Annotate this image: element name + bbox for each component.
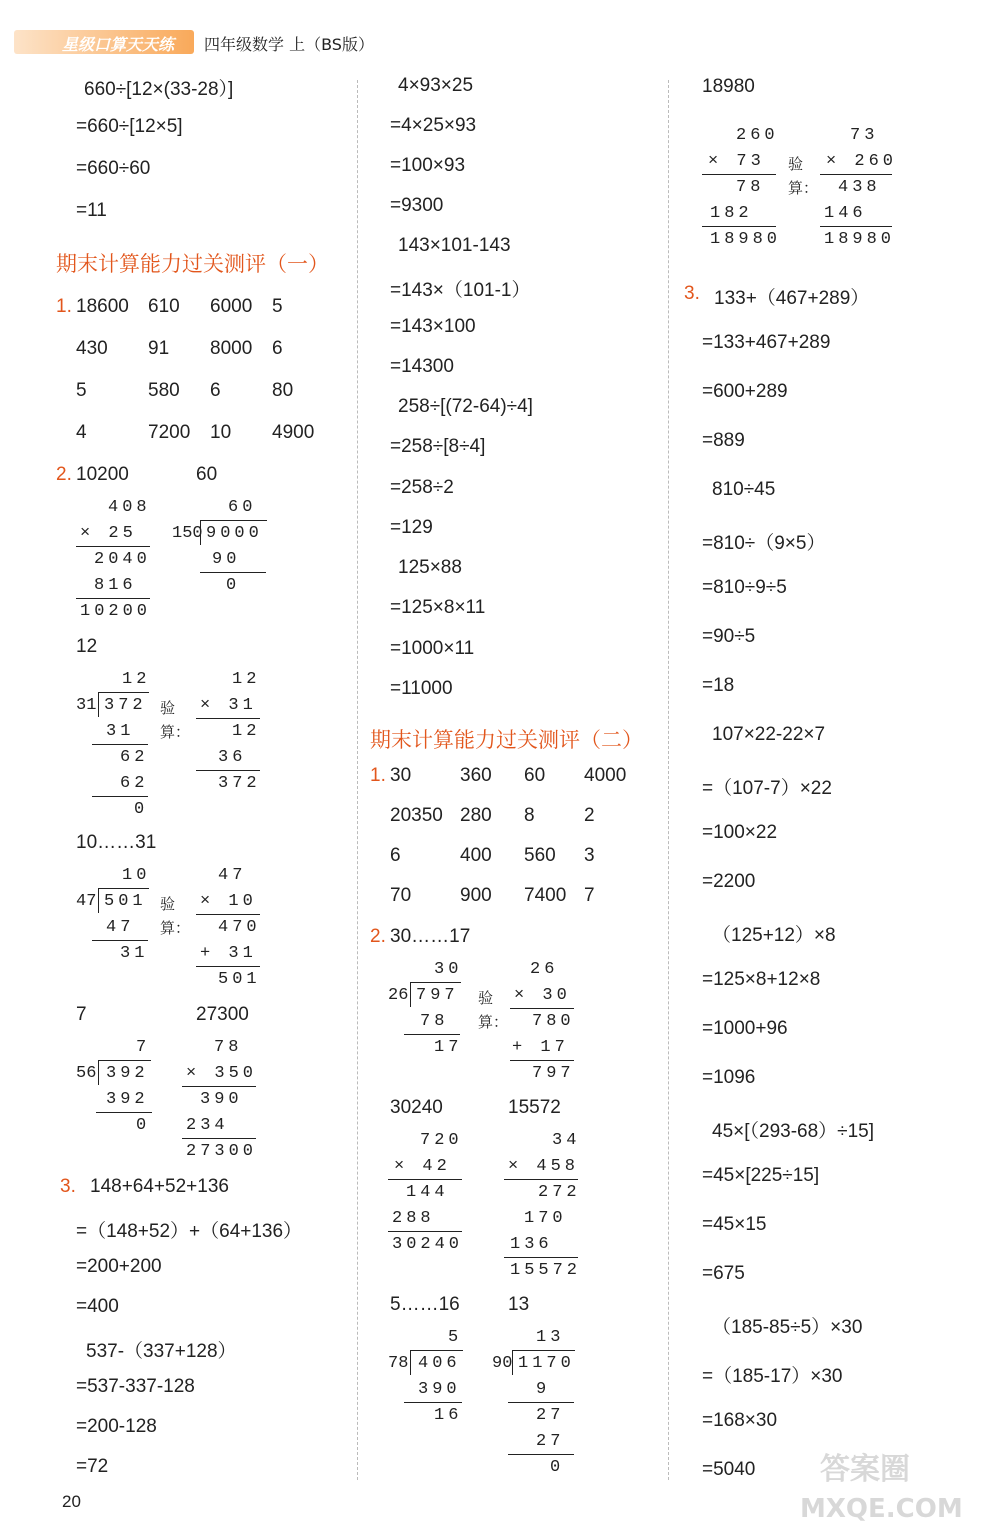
calc-line: =200+200 [76,1256,162,1277]
calc-rule [196,914,260,915]
vertical-calc-digit: 1170 [518,1354,575,1373]
vertical-calc-digit: 27300 [186,1142,258,1161]
calc-rule [702,174,776,175]
calc-line: =45×15 [702,1214,767,1235]
vertical-calc-digit: 10200 [80,602,152,621]
vertical-calc-digit: 9000 [206,524,263,543]
answer-cell: 18600 [76,296,129,317]
answer-value: 12 [76,636,98,657]
vertical-calc-digit: 182 [710,204,753,223]
vertical-calc-digit: 30 [434,960,463,979]
calc-line: =（148+52）+（64+136） [76,1221,303,1242]
vertical-calc-digit: 12 [232,722,261,741]
vertical-calc-digit: 0 [226,576,241,595]
answer-cell: 3 [584,845,595,866]
vertical-calc-digit: × 42 [394,1157,451,1176]
question-number: 1. [56,296,72,317]
vertical-calc-digit: × 458 [508,1157,580,1176]
vertical-calc-digit: × 31 [200,696,257,715]
vertical-calc-digit: 260 [736,126,779,145]
vertical-calc-digit: 62 [120,748,149,767]
calc-rule [820,174,892,175]
calc-rule [196,770,260,771]
vertical-calc-digit: 13 [536,1328,565,1347]
vertical-calc-digit: + 17 [512,1038,569,1057]
answer-cell: 91 [148,338,170,359]
check-label: 验算： [788,155,819,197]
calc-line: =45×[225÷15] [702,1165,820,1186]
calc-line: =9300 [390,195,444,216]
vertical-calc-digit: 470 [218,918,261,937]
vertical-calc-digit: 30240 [392,1235,464,1254]
vertical-calc-digit: × 260 [826,152,898,171]
vertical-calc-digit: 406 [418,1354,461,1373]
answer-value: 5……16 [390,1294,460,1315]
vertical-calc-digit: 720 [420,1131,463,1150]
calc-rule [92,744,148,745]
vertical-calc-digit: 372 [218,774,261,793]
question-number: 3. [684,283,700,304]
calc-rule [820,226,892,227]
calc-line: =100×93 [390,155,466,176]
vertical-calc-digit: 90 [492,1354,513,1373]
vertical-calc-digit: × 10 [200,892,257,911]
calc-rule [510,1060,574,1061]
vertical-calc-digit: 372 [104,696,147,715]
calc-line: =72 [76,1456,109,1477]
vertical-calc-digit: 47 [106,918,135,937]
vertical-calc-digit: 797 [532,1064,575,1083]
calc-line: 107×22-22×7 [712,724,826,745]
vertical-calc-digit: 780 [532,1012,575,1031]
vertical-calc-digit: 16 [434,1406,463,1425]
column-divider [357,80,358,1480]
calc-rule [508,1454,574,1455]
vertical-calc-digit: 78 [736,178,765,197]
calc-line: =14300 [390,356,454,377]
brand-name: 星级口算天天练 [62,35,175,54]
answer-cell: 6 [390,845,401,866]
calc-line: =129 [390,517,433,538]
vertical-calc-digit: 5 [448,1328,463,1347]
calc-line: =（185-17）×30 [702,1366,843,1387]
calc-rule [182,1138,256,1139]
vertical-calc-digit: 78 [388,1354,409,1373]
calc-rule [76,598,150,599]
calc-line: =143×（101-1） [390,280,531,301]
calc-line: =168×30 [702,1410,778,1431]
watermark-logo: 答案圈 [820,1452,910,1487]
calc-rule [404,1402,462,1403]
calc-rule [510,1008,574,1009]
calc-line: 45×[（293-68）÷15] [712,1121,875,1142]
answer-cell: 6 [210,380,221,401]
calc-line: =258÷2 [390,477,454,498]
answer-value: 13 [508,1294,530,1315]
check-label: 验算： [478,989,509,1031]
calc-line: 4×93×25 [398,75,474,96]
calc-line: =133+467+289 [702,332,831,353]
section-heading-2: 期末计算能力过关测评（二） [370,728,643,752]
answer-value: 30240 [390,1097,443,1118]
calc-line: 810÷45 [712,479,776,500]
answer-cell: 560 [524,845,556,866]
calc-rule [96,1112,152,1113]
vertical-calc-digit: 816 [94,576,137,595]
answer-cell: 60 [524,765,546,786]
calc-line: =660÷[12×5] [76,116,183,137]
calc-line: （125+12）×8 [712,925,836,946]
calc-rule [196,966,260,967]
answer-cell: 8 [524,805,535,826]
answer-cell: 280 [460,805,492,826]
calc-line: 660÷[12×(33-28）] [84,79,234,100]
answer-value: 18980 [702,76,755,97]
vertical-calc-digit: 36 [218,748,247,767]
answer-cell: 10 [210,422,232,443]
vertical-calc-digit: 150 [172,524,203,543]
vertical-calc-digit: 408 [108,498,151,517]
answer-cell: 4 [76,422,87,443]
calc-rule [504,1179,578,1180]
vertical-calc-digit: 60 [228,498,257,517]
calc-line: =（107-7）×22 [702,778,832,799]
vertical-calc-digit: × 350 [186,1064,258,1083]
vertical-calc-digit: × 30 [514,986,571,1005]
answer-value: 10200 [76,464,129,485]
calc-line: =18 [702,675,735,696]
calc-rule [404,1034,460,1035]
vertical-calc-digit: 62 [120,774,149,793]
vertical-calc-digit: 27 [536,1432,565,1451]
calc-rule [182,1086,256,1087]
calc-line: =810÷9÷5 [702,577,787,598]
vertical-calc-digit: 15572 [510,1261,582,1280]
answer-value: 30……17 [390,926,471,947]
answer-value: 27300 [196,1004,249,1025]
answer-cell: 360 [460,765,492,786]
vertical-calc-digit: 392 [106,1090,149,1109]
question-number: 2. [370,926,386,947]
answer-cell: 6 [272,338,283,359]
vertical-calc-digit: 146 [824,204,867,223]
calc-line: （185-85÷5）×30 [712,1317,863,1338]
calc-line: =1000×11 [390,638,475,659]
page-number: 20 [62,1492,81,1511]
calc-rule [92,940,148,941]
vertical-calc-digit: × 73 [708,152,765,171]
vertical-calc-digit: 27 [536,1406,565,1425]
answer-cell: 7 [584,885,595,906]
calc-rule [200,572,266,573]
calc-line: =125×8+12×8 [702,969,821,990]
vertical-calc-digit: 501 [218,970,261,989]
vertical-calc-digit: 501 [104,892,147,911]
calc-line: 143×101-143 [398,235,511,256]
answer-value: 60 [196,464,218,485]
vertical-calc-digit: 12 [232,670,261,689]
vertical-calc-digit: + 31 [200,944,257,963]
vertical-calc-digit: 272 [538,1183,581,1202]
calc-line: 537-（337+128） [86,1341,237,1362]
vertical-calc-digit: 78 [420,1012,449,1031]
calc-line: =1000+96 [702,1018,788,1039]
calc-line: =660÷60 [76,158,151,179]
vertical-calc-digit: 288 [392,1209,435,1228]
answer-cell: 4000 [584,765,627,786]
answer-cell: 20350 [390,805,443,826]
vertical-calc-digit: 12 [122,670,151,689]
answer-cell: 5 [272,296,283,317]
vertical-calc-digit: 9 [536,1380,551,1399]
vertical-calc-digit: 136 [510,1235,553,1254]
calc-line: =810÷（9×5） [702,533,826,554]
vertical-calc-digit: 390 [200,1090,243,1109]
answer-value: 15572 [508,1097,561,1118]
answer-cell: 8000 [210,338,253,359]
vertical-calc-digit: 31 [120,944,149,963]
question-number: 3. [60,1176,76,1197]
vertical-calc-digit: 234 [186,1116,229,1135]
answer-cell: 610 [148,296,180,317]
calc-rule [504,1257,578,1258]
check-label: 验算： [160,699,191,741]
vertical-calc-digit: 390 [418,1380,461,1399]
vertical-calc-digit: 26 [530,960,559,979]
vertical-calc-digit: 170 [524,1209,567,1228]
calc-line: =143×100 [390,316,476,337]
answer-cell: 2 [584,805,595,826]
vertical-calc-digit: 26 [388,986,409,1005]
calc-line: =600+289 [702,381,788,402]
vertical-calc-digit: 2040 [94,550,151,569]
vertical-calc-digit: 797 [416,986,459,1005]
question-number: 1. [370,765,386,786]
calc-rule [388,1179,462,1180]
calc-line: 258÷[(72-64)÷4] [398,396,533,417]
answer-cell: 4900 [272,422,315,443]
vertical-calc-digit: 73 [850,126,879,145]
vertical-calc-digit: 438 [838,178,881,197]
vertical-calc-digit: 0 [136,1116,151,1135]
watermark-url: MXQE.COM [800,1494,963,1524]
vertical-calc-digit: 34 [552,1131,581,1150]
answer-value: 7 [76,1004,87,1025]
vertical-calc-digit: 18980 [824,230,896,249]
calc-line: =889 [702,430,745,451]
answer-cell: 80 [272,380,294,401]
calc-line: =2200 [702,871,756,892]
calc-line: =675 [702,1263,745,1284]
vertical-calc-digit: 31 [106,722,135,741]
calc-rule [92,796,148,797]
vertical-calc-digit: 0 [550,1458,565,1477]
question-number: 2. [56,464,72,485]
answer-cell: 5 [76,380,87,401]
calc-line: =400 [76,1296,119,1317]
column-divider [668,80,669,1480]
calc-line: =258÷[8÷4] [390,436,486,457]
vertical-calc-digit: 78 [214,1038,243,1057]
vertical-calc-digit: 47 [218,866,247,885]
vertical-calc-digit: 392 [106,1064,149,1083]
book-title: 四年级数学 上（BS版） [204,35,374,54]
calc-line: 133+（467+289） [714,288,870,309]
answer-cell: 430 [76,338,108,359]
check-label: 验算： [160,895,191,937]
vertical-calc-digit: 18980 [710,230,782,249]
calc-line: =11000 [390,678,453,699]
calc-line: 125×88 [398,557,462,578]
calc-line: =200-128 [76,1416,157,1437]
calc-rule [196,718,260,719]
calc-line: =100×22 [702,822,778,843]
calc-line: =90÷5 [702,626,756,647]
calc-line: =5040 [702,1459,756,1480]
answer-cell: 7200 [148,422,191,443]
vertical-calc-digit: 10 [122,866,151,885]
vertical-calc-digit: 31 [76,696,97,715]
calc-rule [76,546,150,547]
calc-rule [702,226,776,227]
vertical-calc-digit: 7 [136,1038,151,1057]
answer-cell: 400 [460,845,492,866]
vertical-calc-digit: 17 [434,1038,463,1057]
answer-cell: 580 [148,380,180,401]
calc-line: =1096 [702,1067,756,1088]
vertical-calc-digit: 90 [212,550,241,569]
calc-line: =11 [76,200,107,221]
answer-cell: 900 [460,885,492,906]
answer-cell: 7400 [524,885,567,906]
calc-line: =4×25×93 [390,115,477,136]
vertical-calc-digit: × 25 [80,524,137,543]
calc-line: =537-337-128 [76,1376,195,1397]
answer-value: 10……31 [76,832,157,853]
calc-rule [508,1402,574,1403]
answer-cell: 6000 [210,296,253,317]
vertical-calc-digit: 56 [76,1064,97,1083]
vertical-calc-digit: 47 [76,892,97,911]
calc-line: =125×8×11 [390,597,486,618]
calc-rule [388,1231,462,1232]
calc-line: 148+64+52+136 [90,1176,229,1197]
vertical-calc-digit: 144 [406,1183,449,1202]
section-heading-1: 期末计算能力过关测评（一） [56,252,329,276]
answer-cell: 30 [390,765,412,786]
answer-cell: 70 [390,885,412,906]
vertical-calc-digit: 0 [134,800,149,819]
